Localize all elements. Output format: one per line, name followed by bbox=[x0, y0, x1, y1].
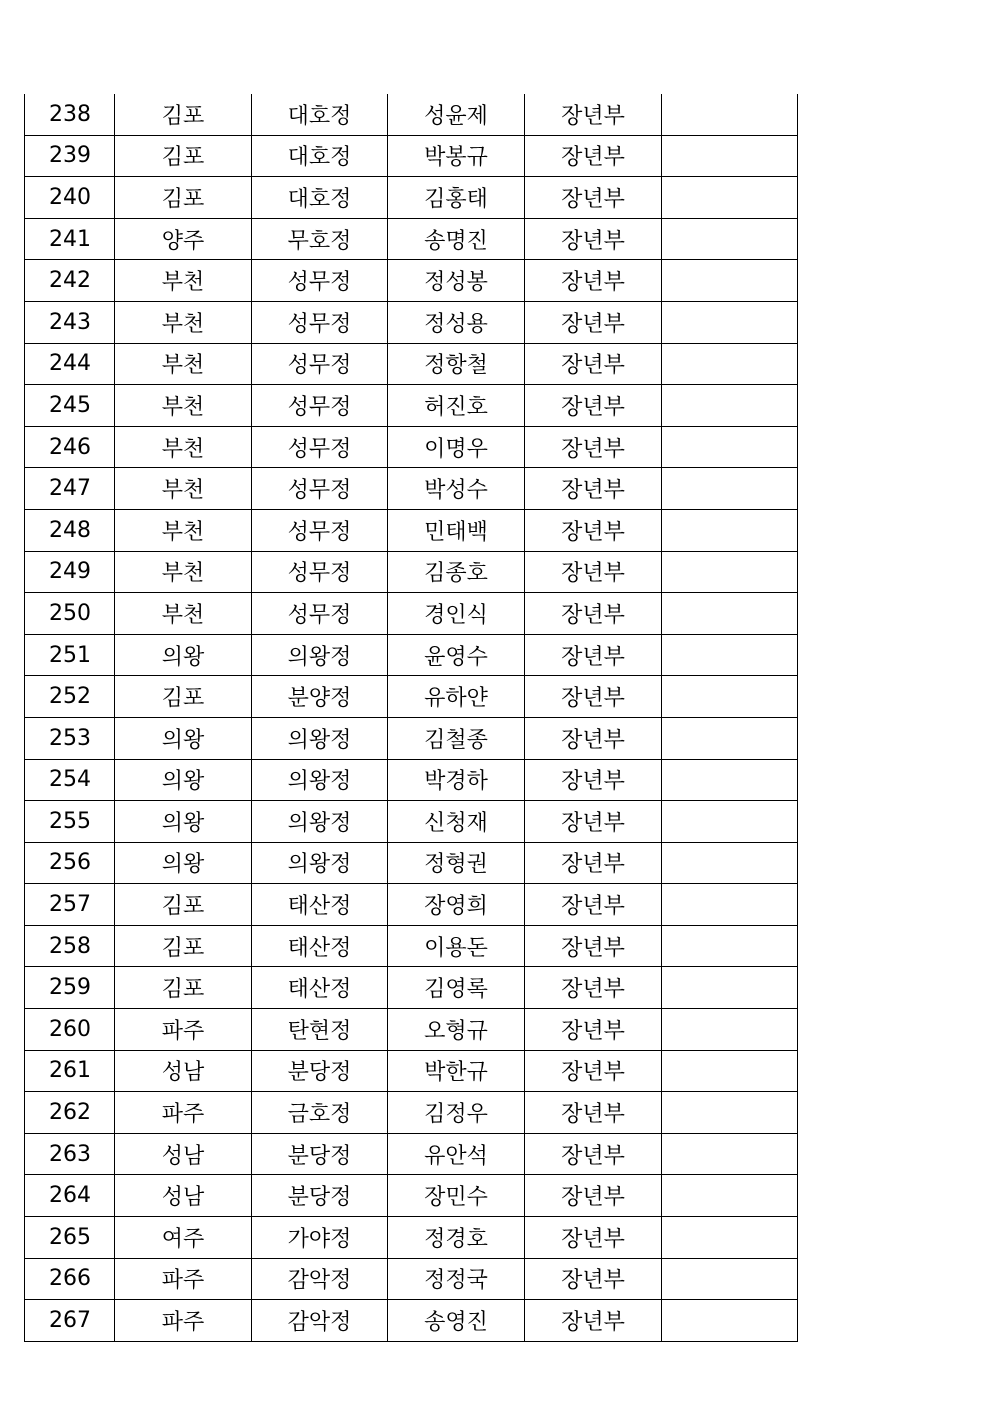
note-cell bbox=[662, 301, 798, 343]
row-number-cell: 243 bbox=[25, 301, 115, 343]
member-name-cell: 정성용 bbox=[388, 301, 525, 343]
archery-club-cell: 성무정 bbox=[252, 468, 388, 510]
table-row bbox=[25, 218, 798, 260]
region-cell: 김포 bbox=[115, 135, 252, 177]
archery-club-cell: 태산정 bbox=[252, 884, 388, 926]
note-cell bbox=[662, 925, 798, 967]
member-name-cell: 정항철 bbox=[388, 343, 525, 385]
row-number-cell: 240 bbox=[25, 177, 115, 219]
note-cell bbox=[662, 1175, 798, 1217]
table-row bbox=[25, 551, 798, 593]
division-cell: 장년부 bbox=[525, 426, 662, 468]
table-row bbox=[25, 385, 798, 427]
member-name-cell: 민태백 bbox=[388, 509, 525, 551]
member-name-cell: 김영록 bbox=[388, 967, 525, 1009]
region-cell: 김포 bbox=[115, 925, 252, 967]
row-number-cell: 266 bbox=[25, 1258, 115, 1300]
division-cell: 장년부 bbox=[525, 135, 662, 177]
member-name-cell: 박성수 bbox=[388, 468, 525, 510]
row-number-cell: 254 bbox=[25, 759, 115, 801]
region-cell: 김포 bbox=[115, 177, 252, 219]
region-cell: 의왕 bbox=[115, 717, 252, 759]
member-name-cell: 윤영수 bbox=[388, 634, 525, 676]
division-cell: 장년부 bbox=[525, 385, 662, 427]
row-number-cell: 257 bbox=[25, 884, 115, 926]
table-row bbox=[25, 801, 798, 843]
archery-club-cell: 감악정 bbox=[252, 1258, 388, 1300]
row-number-cell: 244 bbox=[25, 343, 115, 385]
region-cell: 부천 bbox=[115, 426, 252, 468]
region-cell: 부천 bbox=[115, 301, 252, 343]
archery-club-cell: 성무정 bbox=[252, 593, 388, 635]
region-cell: 파주 bbox=[115, 1300, 252, 1342]
note-cell bbox=[662, 759, 798, 801]
note-cell bbox=[662, 94, 798, 135]
division-cell: 장년부 bbox=[525, 177, 662, 219]
member-name-cell: 이용돈 bbox=[388, 925, 525, 967]
region-cell: 성남 bbox=[115, 1133, 252, 1175]
region-cell: 성남 bbox=[115, 1175, 252, 1217]
archery-club-cell: 대호정 bbox=[252, 177, 388, 219]
table-row bbox=[25, 759, 798, 801]
note-cell bbox=[662, 1092, 798, 1134]
row-number-cell: 246 bbox=[25, 426, 115, 468]
table-row bbox=[25, 1009, 798, 1051]
roster-table-body bbox=[25, 94, 798, 1341]
member-name-cell: 송영진 bbox=[388, 1300, 525, 1342]
division-cell: 장년부 bbox=[525, 884, 662, 926]
division-cell: 장년부 bbox=[525, 343, 662, 385]
table-row bbox=[25, 177, 798, 219]
division-cell: 장년부 bbox=[525, 301, 662, 343]
archery-club-cell: 의왕정 bbox=[252, 717, 388, 759]
note-cell bbox=[662, 884, 798, 926]
roster-table bbox=[24, 94, 798, 1342]
member-name-cell: 김정우 bbox=[388, 1092, 525, 1134]
division-cell: 장년부 bbox=[525, 759, 662, 801]
member-name-cell: 이명우 bbox=[388, 426, 525, 468]
row-number-cell: 263 bbox=[25, 1133, 115, 1175]
row-number-cell: 252 bbox=[25, 676, 115, 718]
division-cell: 장년부 bbox=[525, 218, 662, 260]
region-cell: 파주 bbox=[115, 1258, 252, 1300]
archery-club-cell: 성무정 bbox=[252, 301, 388, 343]
division-cell: 장년부 bbox=[525, 509, 662, 551]
division-cell: 장년부 bbox=[525, 468, 662, 510]
table-row bbox=[25, 967, 798, 1009]
division-cell: 장년부 bbox=[525, 1133, 662, 1175]
member-name-cell: 성윤제 bbox=[388, 94, 525, 135]
region-cell: 부천 bbox=[115, 343, 252, 385]
region-cell: 부천 bbox=[115, 509, 252, 551]
archery-club-cell: 대호정 bbox=[252, 135, 388, 177]
note-cell bbox=[662, 468, 798, 510]
division-cell: 장년부 bbox=[525, 717, 662, 759]
note-cell bbox=[662, 218, 798, 260]
table-row bbox=[25, 426, 798, 468]
note-cell bbox=[662, 1300, 798, 1342]
table-row bbox=[25, 676, 798, 718]
division-cell: 장년부 bbox=[525, 1050, 662, 1092]
archery-club-cell: 의왕정 bbox=[252, 759, 388, 801]
table-row bbox=[25, 634, 798, 676]
division-cell: 장년부 bbox=[525, 842, 662, 884]
member-name-cell: 정형권 bbox=[388, 842, 525, 884]
region-cell: 부천 bbox=[115, 385, 252, 427]
table-row bbox=[25, 468, 798, 510]
note-cell bbox=[662, 260, 798, 302]
division-cell: 장년부 bbox=[525, 634, 662, 676]
table-row bbox=[25, 94, 798, 135]
table-row bbox=[25, 135, 798, 177]
note-cell bbox=[662, 343, 798, 385]
region-cell: 부천 bbox=[115, 593, 252, 635]
member-name-cell: 오형규 bbox=[388, 1009, 525, 1051]
note-cell bbox=[662, 634, 798, 676]
table-row bbox=[25, 1175, 798, 1217]
note-cell bbox=[662, 1009, 798, 1051]
archery-club-cell: 성무정 bbox=[252, 260, 388, 302]
table-row bbox=[25, 1133, 798, 1175]
member-name-cell: 정정국 bbox=[388, 1258, 525, 1300]
table-row bbox=[25, 260, 798, 302]
region-cell: 부천 bbox=[115, 260, 252, 302]
row-number-cell: 239 bbox=[25, 135, 115, 177]
row-number-cell: 250 bbox=[25, 593, 115, 635]
archery-club-cell: 감악정 bbox=[252, 1300, 388, 1342]
member-name-cell: 유하얀 bbox=[388, 676, 525, 718]
table-row bbox=[25, 925, 798, 967]
archery-club-cell: 성무정 bbox=[252, 509, 388, 551]
archery-club-cell: 의왕정 bbox=[252, 842, 388, 884]
division-cell: 장년부 bbox=[525, 801, 662, 843]
row-number-cell: 262 bbox=[25, 1092, 115, 1134]
table-row bbox=[25, 1258, 798, 1300]
archery-club-cell: 분당정 bbox=[252, 1175, 388, 1217]
note-cell bbox=[662, 717, 798, 759]
row-number-cell: 255 bbox=[25, 801, 115, 843]
row-number-cell: 267 bbox=[25, 1300, 115, 1342]
note-cell bbox=[662, 135, 798, 177]
archery-club-cell: 의왕정 bbox=[252, 634, 388, 676]
archery-club-cell: 성무정 bbox=[252, 551, 388, 593]
archery-club-cell: 무호정 bbox=[252, 218, 388, 260]
region-cell: 부천 bbox=[115, 468, 252, 510]
table-row bbox=[25, 1050, 798, 1092]
archery-club-cell: 대호정 bbox=[252, 94, 388, 135]
row-number-cell: 261 bbox=[25, 1050, 115, 1092]
region-cell: 여주 bbox=[115, 1217, 252, 1259]
note-cell bbox=[662, 967, 798, 1009]
region-cell: 의왕 bbox=[115, 759, 252, 801]
archery-club-cell: 금호정 bbox=[252, 1092, 388, 1134]
archery-club-cell: 태산정 bbox=[252, 925, 388, 967]
archery-club-cell: 성무정 bbox=[252, 385, 388, 427]
member-name-cell: 유안석 bbox=[388, 1133, 525, 1175]
member-name-cell: 장민수 bbox=[388, 1175, 525, 1217]
region-cell: 김포 bbox=[115, 967, 252, 1009]
division-cell: 장년부 bbox=[525, 676, 662, 718]
table-row bbox=[25, 1217, 798, 1259]
row-number-cell: 260 bbox=[25, 1009, 115, 1051]
row-number-cell: 248 bbox=[25, 509, 115, 551]
member-name-cell: 김종호 bbox=[388, 551, 525, 593]
archery-club-cell: 성무정 bbox=[252, 426, 388, 468]
division-cell: 장년부 bbox=[525, 1300, 662, 1342]
row-number-cell: 256 bbox=[25, 842, 115, 884]
member-name-cell: 장영희 bbox=[388, 884, 525, 926]
table-row bbox=[25, 593, 798, 635]
region-cell: 성남 bbox=[115, 1050, 252, 1092]
region-cell: 김포 bbox=[115, 94, 252, 135]
region-cell: 파주 bbox=[115, 1092, 252, 1134]
region-cell: 의왕 bbox=[115, 842, 252, 884]
table-row bbox=[25, 343, 798, 385]
division-cell: 장년부 bbox=[525, 1009, 662, 1051]
row-number-cell: 265 bbox=[25, 1217, 115, 1259]
table-row bbox=[25, 884, 798, 926]
member-name-cell: 송명진 bbox=[388, 218, 525, 260]
table-row bbox=[25, 717, 798, 759]
region-cell: 의왕 bbox=[115, 801, 252, 843]
member-name-cell: 김홍태 bbox=[388, 177, 525, 219]
note-cell bbox=[662, 426, 798, 468]
row-number-cell: 247 bbox=[25, 468, 115, 510]
note-cell bbox=[662, 509, 798, 551]
note-cell bbox=[662, 1133, 798, 1175]
note-cell bbox=[662, 593, 798, 635]
table-row bbox=[25, 842, 798, 884]
division-cell: 장년부 bbox=[525, 1258, 662, 1300]
row-number-cell: 258 bbox=[25, 925, 115, 967]
division-cell: 장년부 bbox=[525, 1092, 662, 1134]
note-cell bbox=[662, 842, 798, 884]
table-row bbox=[25, 1092, 798, 1134]
note-cell bbox=[662, 1217, 798, 1259]
division-cell: 장년부 bbox=[525, 1217, 662, 1259]
division-cell: 장년부 bbox=[525, 94, 662, 135]
note-cell bbox=[662, 1050, 798, 1092]
row-number-cell: 259 bbox=[25, 967, 115, 1009]
region-cell: 의왕 bbox=[115, 634, 252, 676]
member-name-cell: 신청재 bbox=[388, 801, 525, 843]
archery-club-cell: 가야정 bbox=[252, 1217, 388, 1259]
member-name-cell: 정경호 bbox=[388, 1217, 525, 1259]
division-cell: 장년부 bbox=[525, 551, 662, 593]
member-name-cell: 허진호 bbox=[388, 385, 525, 427]
row-number-cell: 241 bbox=[25, 218, 115, 260]
region-cell: 김포 bbox=[115, 884, 252, 926]
region-cell: 파주 bbox=[115, 1009, 252, 1051]
archery-club-cell: 성무정 bbox=[252, 343, 388, 385]
archery-club-cell: 분당정 bbox=[252, 1050, 388, 1092]
region-cell: 부천 bbox=[115, 551, 252, 593]
note-cell bbox=[662, 1258, 798, 1300]
note-cell bbox=[662, 551, 798, 593]
archery-club-cell: 분당정 bbox=[252, 1133, 388, 1175]
note-cell bbox=[662, 385, 798, 427]
member-name-cell: 정성봉 bbox=[388, 260, 525, 302]
table-row bbox=[25, 509, 798, 551]
region-cell: 김포 bbox=[115, 676, 252, 718]
member-name-cell: 박봉규 bbox=[388, 135, 525, 177]
division-cell: 장년부 bbox=[525, 967, 662, 1009]
archery-club-cell: 태산정 bbox=[252, 967, 388, 1009]
row-number-cell: 245 bbox=[25, 385, 115, 427]
division-cell: 장년부 bbox=[525, 1175, 662, 1217]
row-number-cell: 253 bbox=[25, 717, 115, 759]
note-cell bbox=[662, 676, 798, 718]
archery-club-cell: 의왕정 bbox=[252, 801, 388, 843]
note-cell bbox=[662, 801, 798, 843]
division-cell: 장년부 bbox=[525, 593, 662, 635]
table-row bbox=[25, 1300, 798, 1342]
archery-club-cell: 탄현정 bbox=[252, 1009, 388, 1051]
member-name-cell: 경인식 bbox=[388, 593, 525, 635]
row-number-cell: 251 bbox=[25, 634, 115, 676]
note-cell bbox=[662, 177, 798, 219]
row-number-cell: 242 bbox=[25, 260, 115, 302]
division-cell: 장년부 bbox=[525, 260, 662, 302]
table-row bbox=[25, 301, 798, 343]
division-cell: 장년부 bbox=[525, 925, 662, 967]
region-cell: 양주 bbox=[115, 218, 252, 260]
member-name-cell: 김철종 bbox=[388, 717, 525, 759]
archery-club-cell: 분양정 bbox=[252, 676, 388, 718]
row-number-cell: 249 bbox=[25, 551, 115, 593]
row-number-cell: 264 bbox=[25, 1175, 115, 1217]
row-number-cell: 238 bbox=[25, 94, 115, 135]
member-name-cell: 박경하 bbox=[388, 759, 525, 801]
member-name-cell: 박한규 bbox=[388, 1050, 525, 1092]
